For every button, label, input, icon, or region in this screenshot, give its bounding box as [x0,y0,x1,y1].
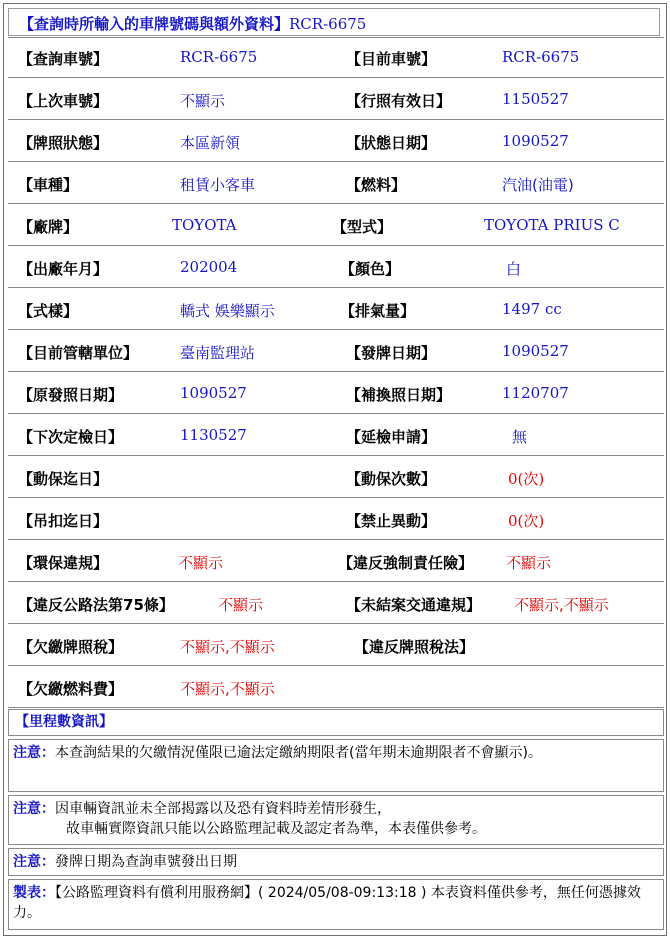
notice-label: 注意： [13,801,55,817]
table-row [8,415,664,456]
table-row [8,79,664,120]
label-lien-end: 【動保迄日】 [18,470,109,488]
label-displacement: 【排氣量】 [340,302,416,320]
mileage-title: 【里程數資訊】 [15,714,113,730]
notice-label: 注意： [13,854,55,870]
table-row [8,583,664,624]
table-row [8,331,664,372]
value-previous-plate: 不顯示 [180,92,226,110]
notice-box [8,848,664,876]
report-title: 【查詢時所輸入的車牌號碼與額外資料】RCR-6675 [19,15,367,33]
value-status-date: 1090527 [502,132,569,150]
table-row [8,457,664,498]
label-license-tax-violation: 【違反牌照稅法】 [354,638,475,656]
label-transfer-ban: 【禁止異動】 [346,512,437,530]
table-row [8,625,664,666]
value-insurance-violation: 不顯示 [506,554,552,572]
value-current-plate: RCR-6675 [502,48,580,66]
table-row [8,205,664,246]
label-current-plate: 【目前車號】 [346,50,437,68]
label-insurance-violation: 【違反強制責任險】 [338,554,474,572]
value-lien-count: 0(次) [508,470,545,488]
label-lien-count: 【動保次數】 [346,470,437,488]
label-plate-status: 【牌照狀態】 [18,134,109,152]
report-header [8,8,660,36]
table-row [8,121,664,162]
value-model: TOYOTA PRIUS C [484,216,620,234]
table-row [8,37,664,78]
table-row [8,667,664,708]
value-issue-date: 1090527 [502,342,569,360]
notice-box [8,739,664,792]
label-color: 【顏色】 [340,260,401,278]
label-previous-plate: 【上次車號】 [18,92,109,110]
label-fuel: 【燃料】 [346,176,407,194]
label-body-style: 【式樣】 [18,302,79,320]
label-suspension-end: 【吊扣迄日】 [18,512,109,530]
value-body-style: 轎式 娛樂顯示 [180,302,275,320]
label-inspection-extension: 【延檢申請】 [346,428,437,446]
label-status-date: 【狀態日期】 [346,134,437,152]
notice-text-line2: 故車輛實際資訊只能以公路監理記載及認定者為準，本表僅供參考。 [66,821,486,837]
label-query-plate: 【查詢車號】 [18,50,109,68]
value-next-inspection: 1130527 [180,426,247,444]
table-row [8,247,664,288]
footer-text: 【公路監理資料有償利用服務網】( 2024/05/08-09:13:18 ) 本表資料僅供參考，無任何憑據效力。 [13,885,641,921]
label-unpaid-fuel-fee: 【欠繳燃料費】 [18,680,124,698]
label-issue-date: 【發牌日期】 [346,344,437,362]
value-unpaid-license-tax: 不顯示,不顯示 [180,638,275,656]
table-row [8,499,664,540]
label-reissue-date: 【補換照日期】 [346,386,452,404]
label-original-license-date: 【原發照日期】 [18,386,124,404]
value-displacement: 1497 cc [502,300,562,318]
label-highway-act-violation: 【違反公路法第75條】 [18,596,174,614]
value-highway-act-violation: 不顯示 [218,596,264,614]
value-plate-status: 本區新領 [180,134,241,152]
notice-box [8,795,664,845]
value-license-valid: 1150527 [502,90,569,108]
value-color: 白 [506,260,522,278]
label-next-inspection: 【下次定檢日】 [18,428,124,446]
notice-text: 本查詢結果的欠繳情況僅限已逾法定繳納期限者(當年期未逾期限者不會顯示)。 [55,745,542,761]
value-transfer-ban: 0(次) [508,512,545,530]
label-model: 【型式】 [332,218,393,236]
notice-label: 注意： [13,745,55,761]
value-query-plate: RCR-6675 [180,48,258,66]
value-brand: TOYOTA [172,216,237,234]
table-row [8,373,664,414]
table-row [8,163,664,204]
label-open-traffic-violation: 【未結案交通違規】 [346,596,482,614]
label-license-valid: 【行照有效日】 [346,92,452,110]
value-open-traffic-violation: 不顯示,不顯示 [514,596,609,614]
label-manufacture-date: 【出廠年月】 [18,260,109,278]
notice-text: 因車輛資訊並未全部揭露以及恐有資料時差情形發生， [55,801,391,817]
label-unpaid-license-tax: 【欠繳牌照稅】 [18,638,124,656]
label-vehicle-type: 【車種】 [18,176,79,194]
value-reissue-date: 1120707 [502,384,569,402]
mileage-section [8,709,664,736]
value-env-violation: 不顯示 [178,554,224,572]
value-unpaid-fuel-fee: 不顯示,不顯示 [180,680,275,698]
table-row [8,289,664,330]
value-manufacture-date: 202004 [180,258,238,276]
footer-box [8,879,664,930]
value-jurisdiction: 臺南監理站 [180,344,256,362]
notice-text: 發牌日期為查詢車號發出日期 [55,854,237,870]
label-brand: 【廠牌】 [18,218,79,236]
value-original-license-date: 1090527 [180,384,247,402]
value-inspection-extension: 無 [512,428,528,446]
header-plate: RCR-6675 [289,15,367,33]
label-jurisdiction: 【目前管轄單位】 [18,344,139,362]
value-vehicle-type: 租賃小客車 [180,176,256,194]
footer-label: 製表： [13,885,55,901]
label-env-violation: 【環保違規】 [18,554,109,572]
value-fuel: 汽油(油電) [502,176,574,194]
table-row [8,541,664,582]
